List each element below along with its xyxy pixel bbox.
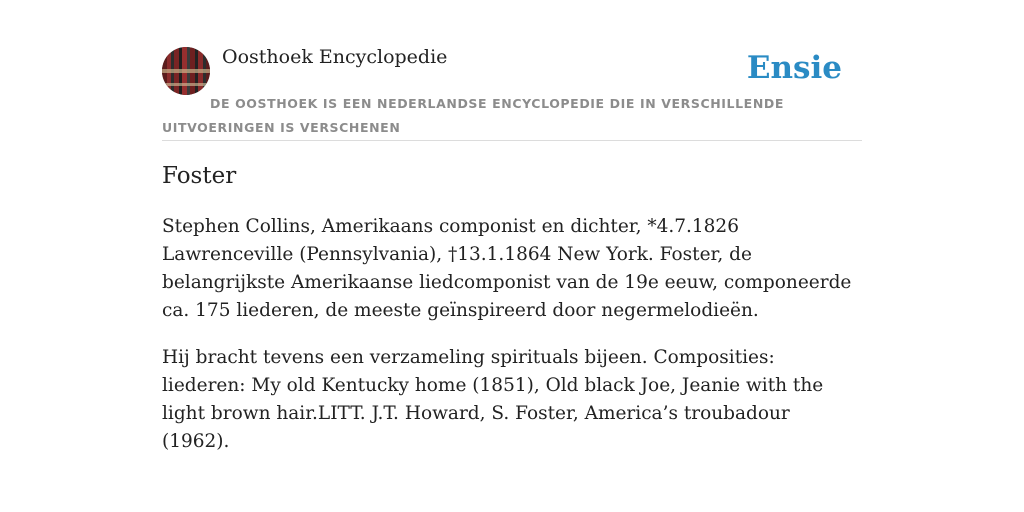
- page-container: [162, 44, 862, 456]
- shelf-highlight: [162, 69, 210, 73]
- article-title: Foster: [162, 163, 237, 189]
- article-paragraph-1: Stephen Collins, Amerikaans componist en dichter, *4.7.1826 Lawrenceville (Pennsylvania), †13.1.1864 New York. Foster, de belangrijkste Amerikaanse liedcomponist van de 19e eeuw, componeerde ca. 175 liederen, de meeste geïnspireerd door negermelodieën.: [162, 216, 852, 321]
- site-header: [162, 44, 862, 141]
- shelf-highlight-lower: [162, 83, 210, 86]
- site-title[interactable]: Oosthoek Encyclopedie: [222, 46, 448, 68]
- article-paragraph-2: Hij bracht tevens een verzameling spirituals bijeen. Composities: liederen: My old Kentucky home (1851), Old black Joe, Jeanie with the light brown hair.LITT. J.T. Howard, S. Foster, America’s troubadour (1962).: [162, 347, 824, 452]
- books-avatar-icon[interactable]: [162, 47, 210, 95]
- site-tagline: DE OOSTHOEK IS EEN NEDERLANDSE ENCYCLOPEDIE DIE IN VERSCHILLENDE UITVOERINGEN IS VERSCHENEN: [162, 96, 784, 135]
- brand-logo[interactable]: Ensie: [746, 50, 842, 86]
